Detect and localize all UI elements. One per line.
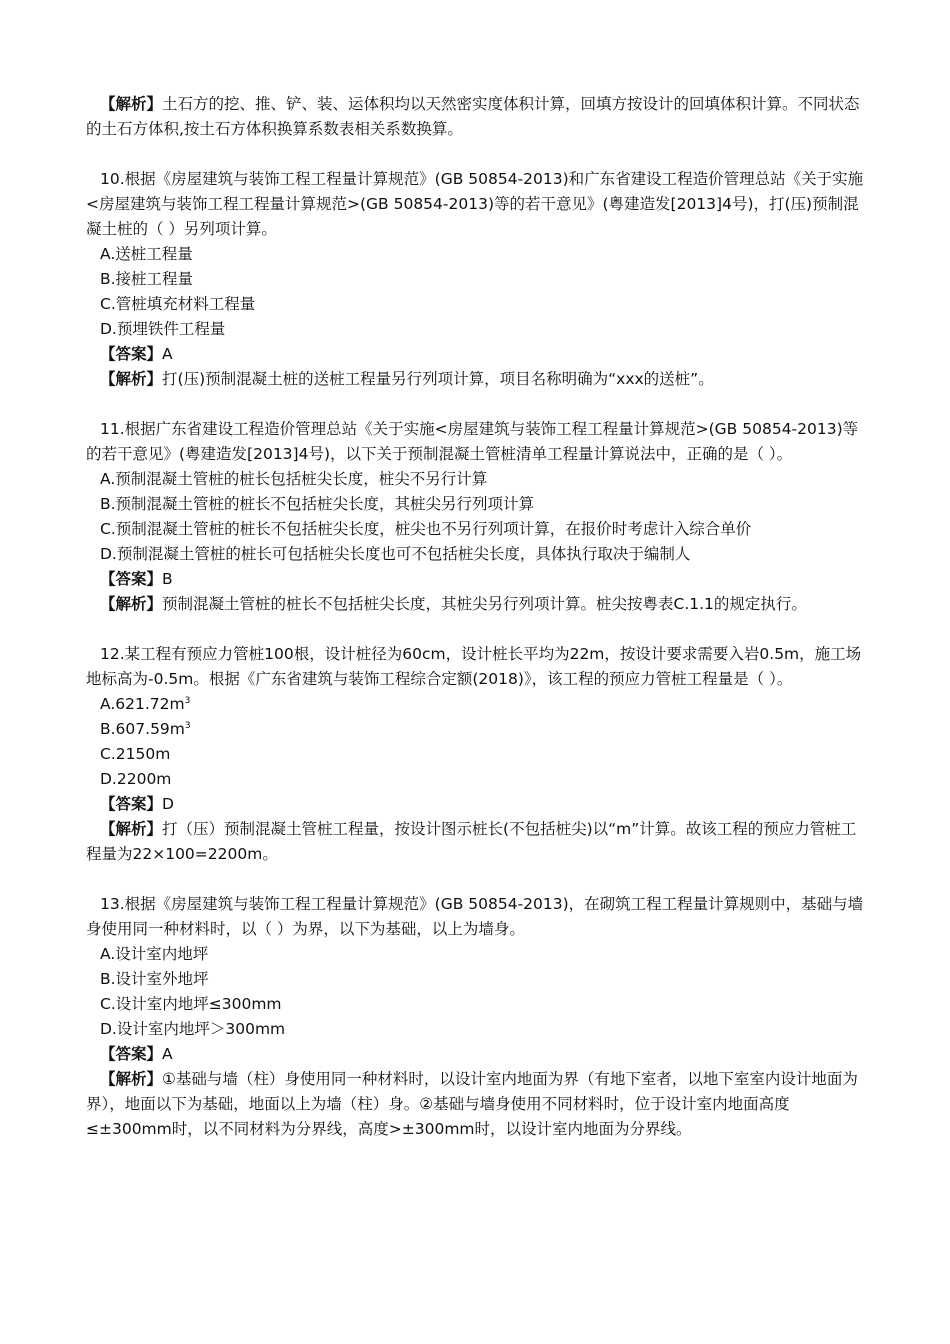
option-a: A.设计室内地坪: [100, 945, 209, 963]
analysis-text: 预制混凝土管桩的桩长不包括桩尖长度，其桩尖另行列项计算。桩尖按粤表C.1.1的规定执行。: [162, 595, 807, 613]
analysis-text: ①基础与墙（柱）身使用同一种材料时，以设计室内地面为界（有地下室者，以地下室室内设计地面为界），地面以下为基础，地面以上为墙（柱）身。②基础与墙身使用不同材料时，位于设计室内地面高度≤±300mm时，以不同材料为分界线，高度>±300mm时，以设计室内地面为分界线。: [86, 1070, 858, 1138]
analysis-line: [86, 367, 866, 392]
question-10: [86, 167, 866, 392]
answer-value: A: [162, 1045, 173, 1063]
superscript: 3: [184, 696, 191, 706]
analysis-label: 【解析】: [100, 1070, 163, 1088]
answer-line: [86, 792, 866, 817]
analysis-text: 打(压)预制混凝土桩的送桩工程量另行列项计算，项目名称明确为“xxx的送桩”。: [162, 370, 714, 388]
option-d: D.2200m: [100, 770, 172, 788]
answer-label: 【答案】: [100, 795, 163, 813]
question-11: [86, 417, 866, 617]
option-c: C.预制混凝土管桩的桩长不包括桩尖长度，桩尖也不另行列项计算，在报价时考虑计入综合单价: [100, 520, 752, 538]
answer-line: [86, 1042, 866, 1067]
question-stem: 11.根据广东省建设工程造价管理总站《关于实施<房屋建筑与装饰工程工程量计算规范>(GB 50854-2013)等的若干意见》(粤建造发[2013]4号)，以下关于预制混凝土管桩清单工程量计算说法中，正确的是（ ）。: [86, 420, 859, 463]
analysis-label: 【解析】: [100, 95, 163, 113]
superscript: 3: [184, 721, 191, 731]
analysis-label: 【解析】: [100, 820, 163, 838]
intro-analysis: [86, 92, 866, 142]
option-c: C.2150m: [100, 745, 171, 763]
answer-value: A: [162, 345, 173, 363]
analysis-line: [86, 817, 866, 867]
question-stem: 13.根据《房屋建筑与装饰工程工程量计算规范》(GB 50854-2013)，在砌筑工程工程量计算规则中，基础与墙身使用同一种材料时，以（ ）为界，以下为基础，以上为墙身。: [86, 895, 864, 938]
answer-value: B: [162, 570, 173, 588]
analysis-label: 【解析】: [100, 595, 163, 613]
option-a: A.预制混凝土管桩的桩长包括桩尖长度，桩尖不另行计算: [100, 470, 488, 488]
option-b: $B.607.59m^3$: [100, 720, 191, 738]
option-c: C.管桩填充材料工程量: [100, 295, 256, 313]
answer-label: 【答案】: [100, 1045, 163, 1063]
question-stem: 10.根据《房屋建筑与装饰工程工程量计算规范》(GB 50854-2013)和广东省建设工程造价管理总站《关于实施<房屋建筑与装饰工程工程量计算规范>(GB 50854-2013)等的若干意见》(粤建造发[2013]4号)，打(压)预制混凝土桩的（ ）另列项计算。: [86, 170, 864, 238]
answer-label: 【答案】: [100, 570, 163, 588]
answer-line: [86, 567, 866, 592]
option-b: B.接桩工程量: [100, 270, 194, 288]
option-d: D.预制混凝土管桩的桩长可包括桩尖长度也可不包括桩尖长度，具体执行取决于编制人: [100, 545, 691, 563]
option-c: C.设计室内地坪≤300mm: [100, 995, 282, 1013]
analysis-text: 土石方的挖、推、铲、装、运体积均以天然密实度体积计算，回填方按设计的回填体积计算。不同状态的土石方体积,按土石方体积换算系数表相关系数换算。: [86, 95, 860, 138]
answer-label: 【答案】: [100, 345, 163, 363]
option-a: A.送桩工程量: [100, 245, 193, 263]
option-d: D.设计室内地坪＞300mm: [100, 1020, 286, 1038]
option-b: B.设计室外地坪: [100, 970, 209, 988]
analysis-label: 【解析】: [100, 370, 163, 388]
option-b: B.预制混凝土管桩的桩长不包括桩尖长度，其桩尖另行列项计算: [100, 495, 535, 513]
question-13: [86, 892, 866, 1142]
analysis-line: [86, 592, 866, 617]
analysis-text: 打（压）预制混凝土管桩工程量，按设计图示桩长(不包括桩尖)以“m”计算。故该工程的预应力管桩工程量为22×100=2200m。: [86, 820, 857, 863]
question-stem: 12.某工程有预应力管桩100根，设计桩径为60cm，设计桩长平均为22m，按设计要求需要入岩0.5m，施工场地标高为-0.5m。根据《广东省建筑与装饰工程综合定额(2018)》，该工程的预应力管桩工程量是（ ）。: [86, 645, 862, 688]
answer-line: [86, 342, 866, 367]
option-d: D.预埋铁件工程量: [100, 320, 226, 338]
question-12: [86, 642, 866, 867]
option-a: $A.621.72m^3$: [100, 695, 191, 713]
answer-value: D: [162, 795, 174, 813]
analysis-line: [86, 1067, 866, 1142]
